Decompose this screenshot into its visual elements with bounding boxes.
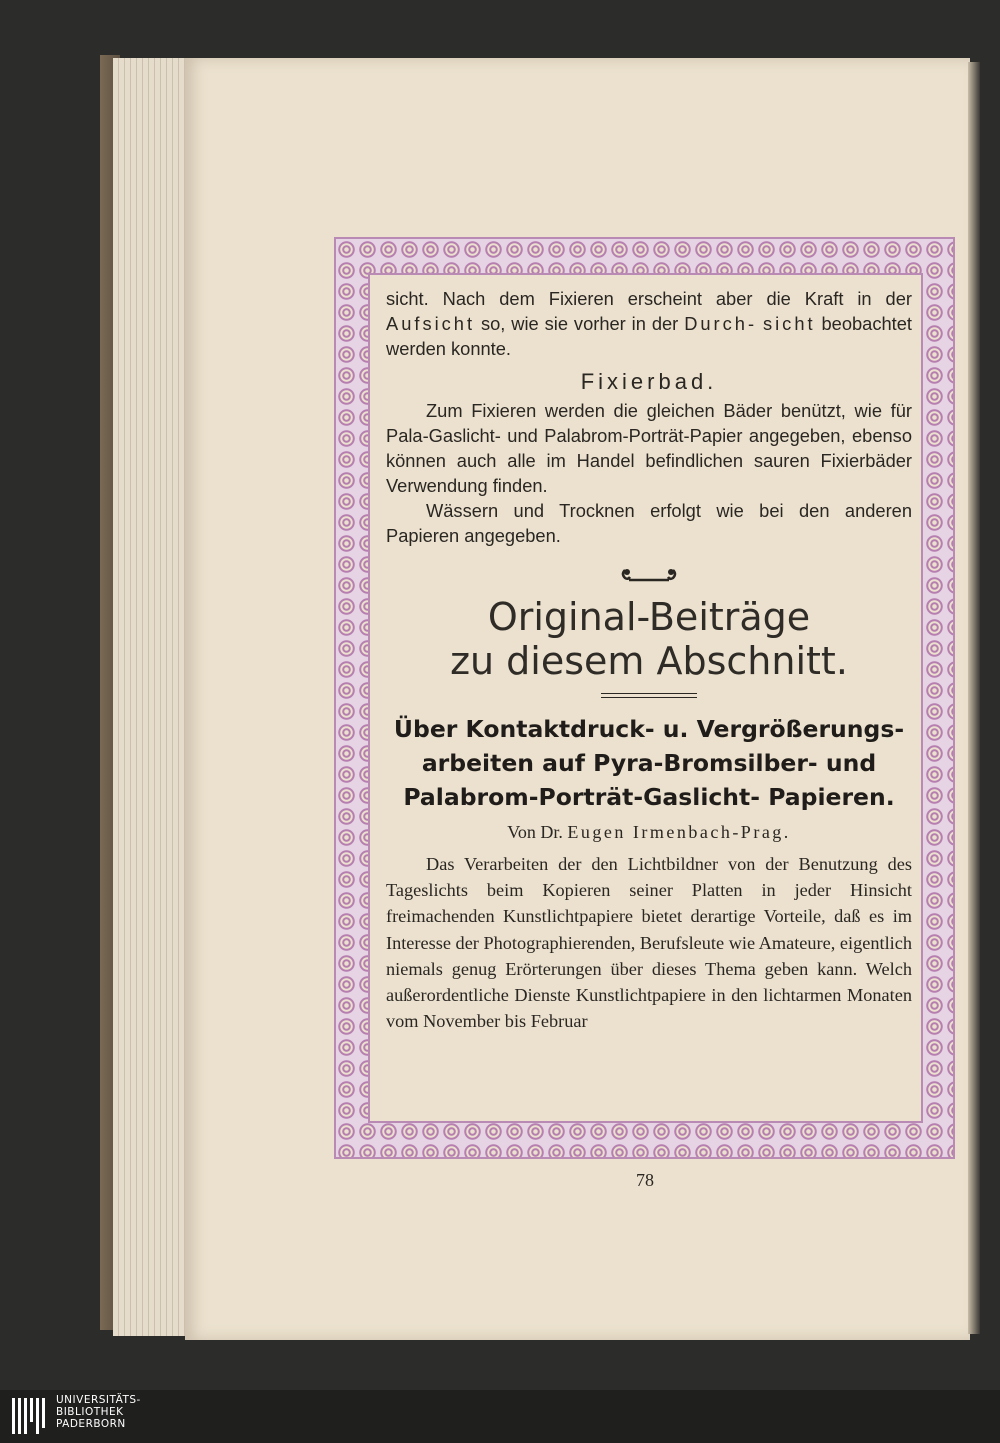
page-gutter-shadow <box>968 62 980 1334</box>
main-title <box>386 595 912 683</box>
page-content <box>386 286 912 1034</box>
library-logo-text <box>56 1394 141 1430</box>
page-stack-edges <box>113 58 193 1336</box>
emphasis-text: Aufsicht <box>386 313 476 334</box>
footer-bar <box>0 1390 1000 1443</box>
ornament-icon <box>386 564 912 589</box>
page-number: 78 <box>636 1170 654 1190</box>
text-line: sicht. Nach dem Fixieren erscheint aber die Kraft <box>386 288 844 309</box>
library-logo-icon <box>12 1398 50 1436</box>
emphasis-text: sicht <box>762 313 816 334</box>
article-paragraph: Das Verarbeiten der den Lichtbildner von der Benutzung des Tageslichts beim Kopieren seiner Platten in jeder Hinsicht freimachenden Kunstlichtpapiere bietet derartige Vorteile, daß es im Interesse der Photographierenden, Berufsleute wie Amateure, eigentlich niemals genug Erörterungen über dieses Thema geben kann. Welch außerordentliche Dienste Kunstlichtpapiere in den lichtarmen Monaten vom November bis Februar <box>386 854 912 1032</box>
logo-line: PADERBORN <box>56 1418 126 1430</box>
divider-rule <box>601 693 697 698</box>
article-title-line: Über Kontaktdruck- u. Vergrößerungs- <box>393 715 905 743</box>
text-fragment: so, wie sie vorher in der <box>475 313 685 334</box>
logo-line: BIBLIOTHEK <box>56 1406 124 1418</box>
author-name: Eugen Irmenbach-Prag. <box>567 822 791 842</box>
article-title-line: arbeiten auf Pyra-Bromsilber- und <box>421 749 877 777</box>
article-title <box>386 712 912 814</box>
logo-line: UNIVERSITÄTS- <box>56 1394 141 1406</box>
text-fragment: beobachtet werden konnte. <box>386 313 912 359</box>
paragraph: Zum Fixieren werden die gleichen Bäder benützt, wie für Pala-Gaslicht- und Palabrom-Porträt-Papier angegeben, ebenso können auch alle im Handel befindlichen sauren Fixierbäder Verwendung finden. <box>386 400 912 496</box>
byline <box>386 820 912 845</box>
article-title-line: Palabrom-Porträt-Gaslicht- Papieren. <box>403 783 895 811</box>
byline-prefix: Von Dr. <box>507 822 568 842</box>
main-title-line: Original-Beiträge <box>487 595 811 639</box>
text-fragment: in der <box>857 288 912 309</box>
section-heading: Fixierbad. <box>580 369 718 394</box>
emphasis-text: Durch- <box>684 313 758 334</box>
paragraph: Wässern und Trocknen erfolgt wie bei den anderen Papieren angegeben. <box>386 500 912 546</box>
main-title-line: zu diesem Abschnitt. <box>450 639 848 683</box>
paragraph-continued <box>386 286 912 361</box>
